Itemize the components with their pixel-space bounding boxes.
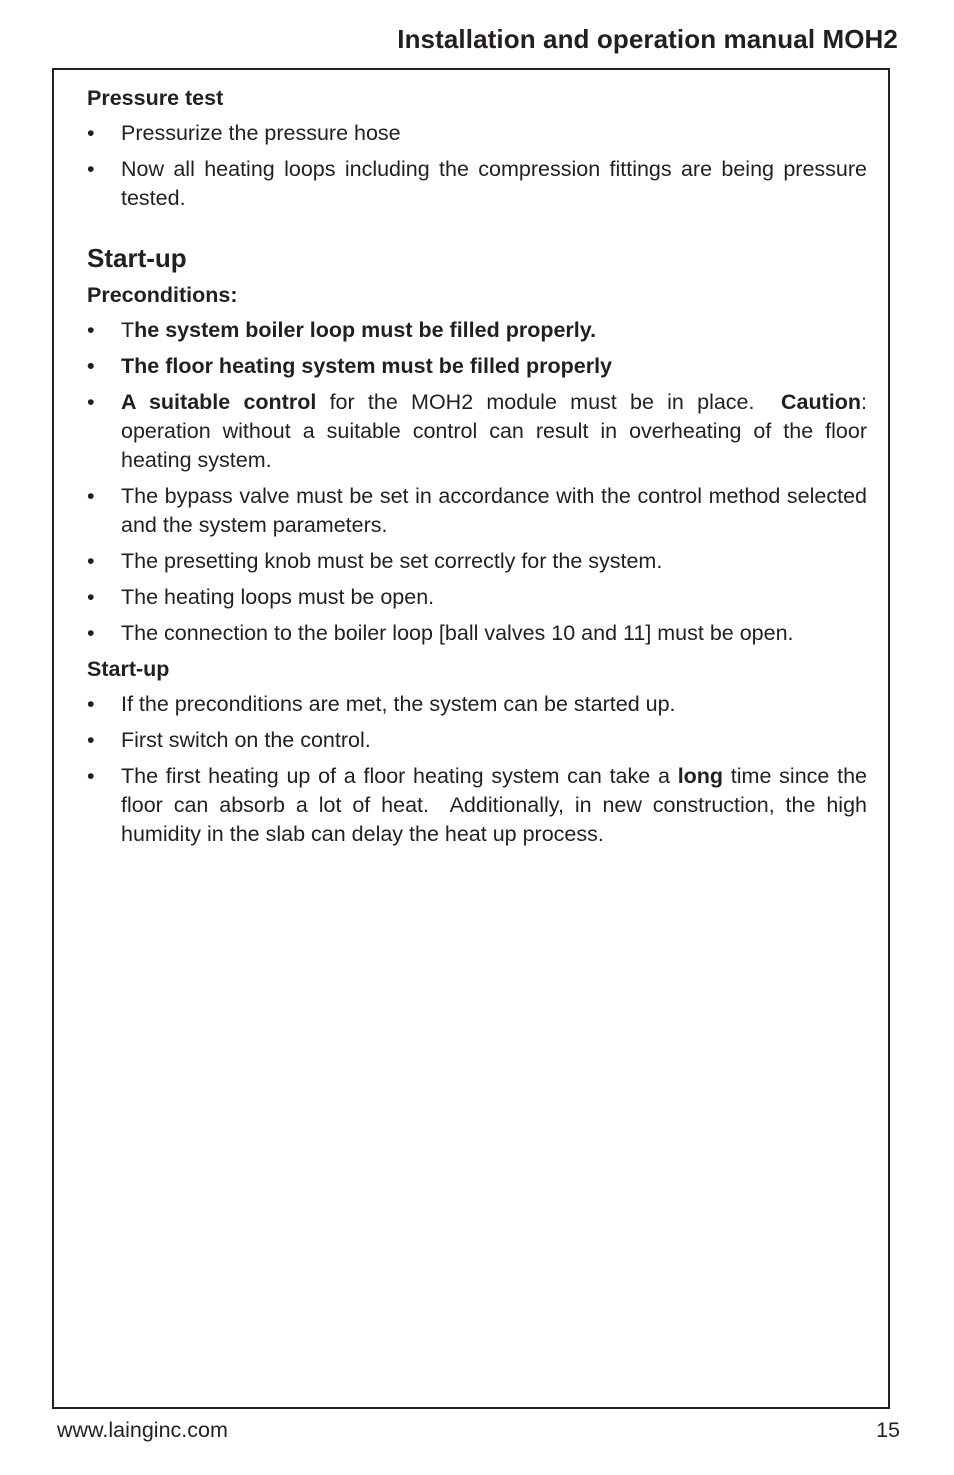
- list-item: • The bypass valve must be set in accordance with the control method selected and the system parameters.: [87, 484, 867, 537]
- startup-steps-list: [87, 690, 873, 849]
- bullet: •: [87, 692, 95, 716]
- bullet: •: [87, 157, 95, 181]
- startup-subheading: Start-up: [87, 657, 170, 681]
- list-item: • The floor heating system must be filled properly: [87, 352, 867, 381]
- list-item: • The first heating up of a floor heating system can take a long time since the floor can absorb a lot of heat. Additionally, in new construction, the high humidity in the slab can delay the heat up process.: [87, 764, 873, 846]
- pressure-test-list: [87, 119, 867, 213]
- list-item: • The connection to the boiler loop [ball valves 10 and 11] must be open.: [87, 619, 867, 648]
- list-item: • A suitable control for the MOH2 module must be in place. Caution: operation without a suitable control can result in overheating of the floor heating system.: [87, 390, 867, 472]
- list-item: • First switch on the control.: [87, 726, 867, 755]
- list-item: • The presetting knob must be set correctly for the system.: [87, 547, 867, 576]
- pressure-test-heading: Pressure test: [87, 86, 224, 110]
- bullet: •: [87, 621, 95, 645]
- page-content: [87, 84, 873, 856]
- preconditions-list: [87, 316, 867, 648]
- page-number: 15: [876, 1418, 900, 1442]
- list-item: • The system boiler loop must be filled properly.: [87, 316, 867, 345]
- footer-website: www.lainginc.com: [57, 1418, 228, 1442]
- preconditions-heading: Preconditions:: [87, 283, 238, 307]
- list-item: • Pressurize the pressure hose: [87, 119, 867, 148]
- list-item: • Now all heating loops including the compression fittings are being pressure tested.: [87, 157, 867, 210]
- bullet: •: [87, 585, 95, 609]
- manual-title: Installation and operation manual MOH2: [397, 24, 898, 54]
- bullet: •: [87, 728, 95, 752]
- bullet: •: [87, 549, 95, 573]
- startup-heading: Start-up: [87, 243, 187, 273]
- bullet: •: [87, 390, 95, 414]
- list-item: • The heating loops must be open.: [87, 583, 867, 612]
- bullet: •: [87, 121, 95, 145]
- bullet: •: [87, 354, 95, 378]
- bullet: •: [87, 484, 95, 508]
- bullet: •: [87, 318, 95, 342]
- list-item: • If the preconditions are met, the system can be started up.: [87, 690, 867, 719]
- bullet: •: [87, 764, 95, 788]
